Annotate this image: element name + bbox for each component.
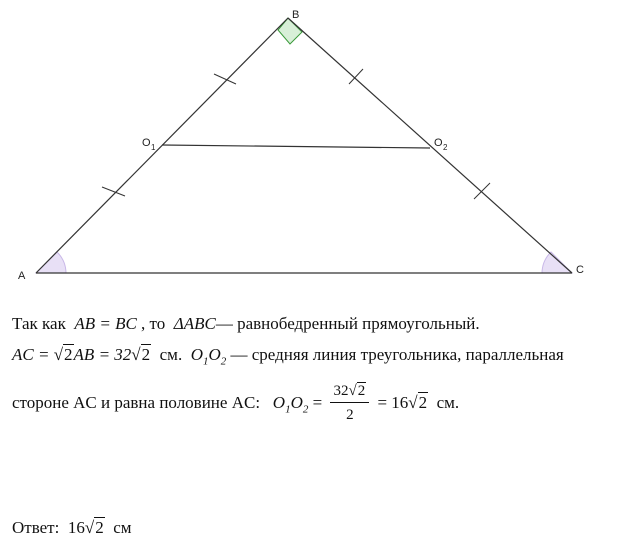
fraction: $\frac{32√2}{2}$ — [330, 381, 369, 425]
text-segment: см. — [436, 392, 460, 412]
text-segment: Так как — [12, 314, 66, 333]
solution-line-1 — [12, 314, 480, 334]
text-segment: = 16 — [377, 392, 409, 412]
answer-label: Ответ: — [12, 518, 60, 537]
solution-line-3 — [12, 382, 459, 426]
solution-line-2 — [12, 345, 564, 371]
point-label-o1: O — [142, 137, 151, 149]
angle-arc-a — [36, 252, 66, 273]
math-ab-value: AB = 32 — [73, 345, 132, 364]
point-label-o1-sub: 1 — [151, 143, 156, 152]
point-label-o2: O — [434, 137, 443, 149]
tick-bc-upper — [349, 69, 363, 84]
vertex-label-c: C — [576, 264, 584, 276]
sqrt-expr: √2 — [408, 392, 428, 412]
math-triangle-abc: ΔABC — [173, 314, 216, 333]
answer-line — [12, 518, 132, 538]
text-segment: — равнобедренный прямоугольный. — [215, 314, 480, 333]
side-bc — [288, 18, 572, 273]
text-segment: = — [312, 392, 323, 412]
answer-value: 16 — [67, 518, 85, 537]
text-segment: , то — [141, 314, 166, 333]
angle-arc-c — [542, 252, 572, 273]
sqrt-expr: √2 — [131, 345, 151, 364]
text-segment: стороне AC и равна половине AC: — [12, 392, 261, 412]
text-segment: см. — [159, 345, 183, 364]
sqrt-expr: √2 — [53, 345, 73, 364]
sqrt-expr: √2 — [84, 518, 104, 537]
point-label-o2-sub: 2 — [443, 143, 448, 152]
math-ac: AC = — [12, 345, 50, 364]
math-o1o2: $O_1O_2$ — [272, 392, 309, 416]
right-angle-marker — [278, 18, 302, 44]
answer-unit: см — [113, 518, 132, 537]
math-ab-bc: AB = BC — [74, 314, 137, 333]
vertex-label-a: A — [18, 270, 26, 282]
math-o1o2: $O_1O_2$ — [190, 345, 227, 368]
text-segment: — средняя линия треугольника, параллельная — [230, 345, 564, 364]
midline-o1o2 — [162, 145, 430, 148]
vertex-label-b: B — [292, 9, 300, 21]
